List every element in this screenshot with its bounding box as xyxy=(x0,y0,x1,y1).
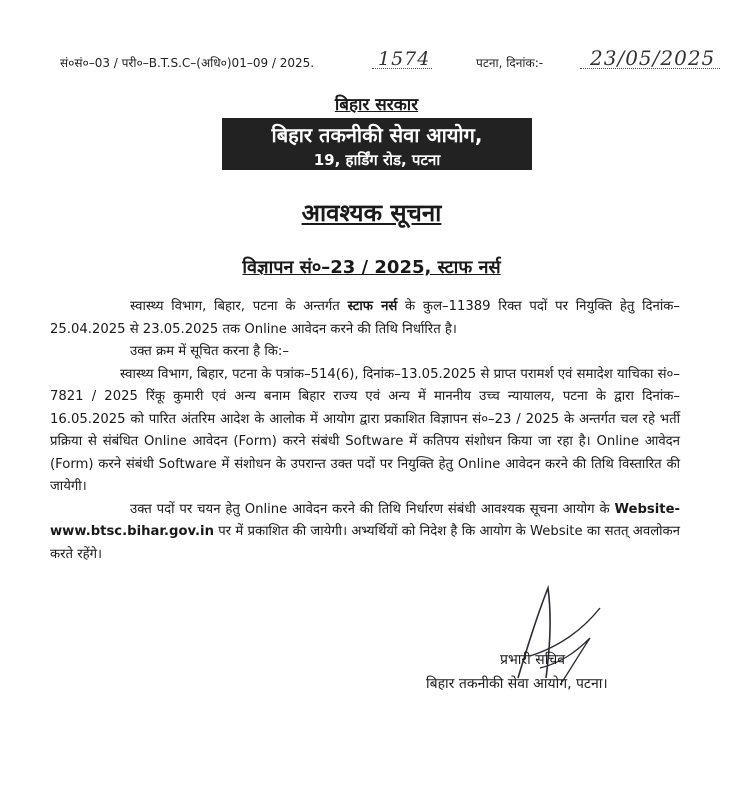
date-value: 23/05/2025 xyxy=(590,46,716,70)
signatory-office: बिहार तकनीकी सेवा आयोग, पटना। xyxy=(426,676,608,692)
commission-name: बिहार तकनीकी सेवा आयोग, xyxy=(271,123,483,147)
signatory-designation: प्रभारी सचिव xyxy=(500,652,565,668)
reference-number: 1574 xyxy=(378,48,431,70)
p1-text-b: के कुल–11389 रिक्त पदों पर नियुक्ति हेतु दिनांक–25.04.2025 से 23.05.2025 तक Online आवेदन करने की तिथि निर्धारित है। xyxy=(50,299,680,337)
date-underline xyxy=(580,68,720,69)
p4-text-b: पर में प्रकाशित की जायेगी। अभ्यर्थियों को निदेश है कि आयोग के Website का सतत् अवलोकन करते रहेंगे। xyxy=(50,524,680,562)
reference-line xyxy=(60,48,720,72)
notice-body xyxy=(50,296,680,566)
p4-text-a: उक्त पदों पर चयन हेतु Online आवेदन करने की तिथि निर्धारण संबंधी आवश्यक सूचना आयोग के xyxy=(130,501,615,517)
commission-banner xyxy=(222,118,532,170)
date-label: पटना, दिनांक:- xyxy=(476,56,544,70)
government-name: बिहार सरकार xyxy=(334,95,419,115)
p1-post-name: स्टाफ नर्स xyxy=(347,299,398,314)
notice-title: आवश्यक सूचना xyxy=(301,199,442,227)
reference-prefix: सं०सं०–03 / परी०–B.T.S.C–(अधि०)01–09 / 2025. xyxy=(60,56,315,70)
paragraph-2: उक्त क्रम में सूचित करना है कि:– xyxy=(130,344,289,359)
paragraph-4 xyxy=(50,499,680,567)
reference-number-underline xyxy=(372,68,432,69)
paragraph-1 xyxy=(50,296,680,341)
government-heading xyxy=(0,92,743,115)
website-link[interactable]: Website-www.btsc.bihar.gov.in xyxy=(50,501,680,539)
signature-icon xyxy=(500,578,610,688)
p1-text-a: स्वास्थ्य विभाग, बिहार, पटना के अन्तर्गत xyxy=(130,299,348,314)
advertisement-subtitle: विज्ञापन सं०–23 / 2025, स्टाफ नर्स xyxy=(242,257,501,278)
commission-address: 19, हार्डिंग रोड, पटना xyxy=(313,151,441,169)
paragraph-3: स्वास्थ्य विभाग, बिहार, पटना के पत्रांक–514(6), दिनांक–13.05.2025 से प्राप्त परामर्श एवं समादेश याचिका सं०–7821 / 2025 रिंकू कुमारी एवं अन्य बनाम बिहार राज्य एवं अन्य में माननीय उच्च न्यायालय, पटना के द्वारा दिनांक–16.05.2025 को पारित अंतरिम आदेश के आलोक में आयोग द्वारा प्रकाशित विज्ञापन सं०–23 / 2025 के अन्तर्गत चल रहे भर्ती प्रक्रिया से संबंधित Online आवेदन (Form) करने संबंधी Software में कतिपय संशोधन किया जा रहा है। Online आवेदन (Form) करने संबंधी Software में संशोधन के उपरान्त उक्त पदों पर नियुक्ति हेतु Online आवेदन करने की तिथि विस्तारित की जायेगी। xyxy=(50,366,680,494)
